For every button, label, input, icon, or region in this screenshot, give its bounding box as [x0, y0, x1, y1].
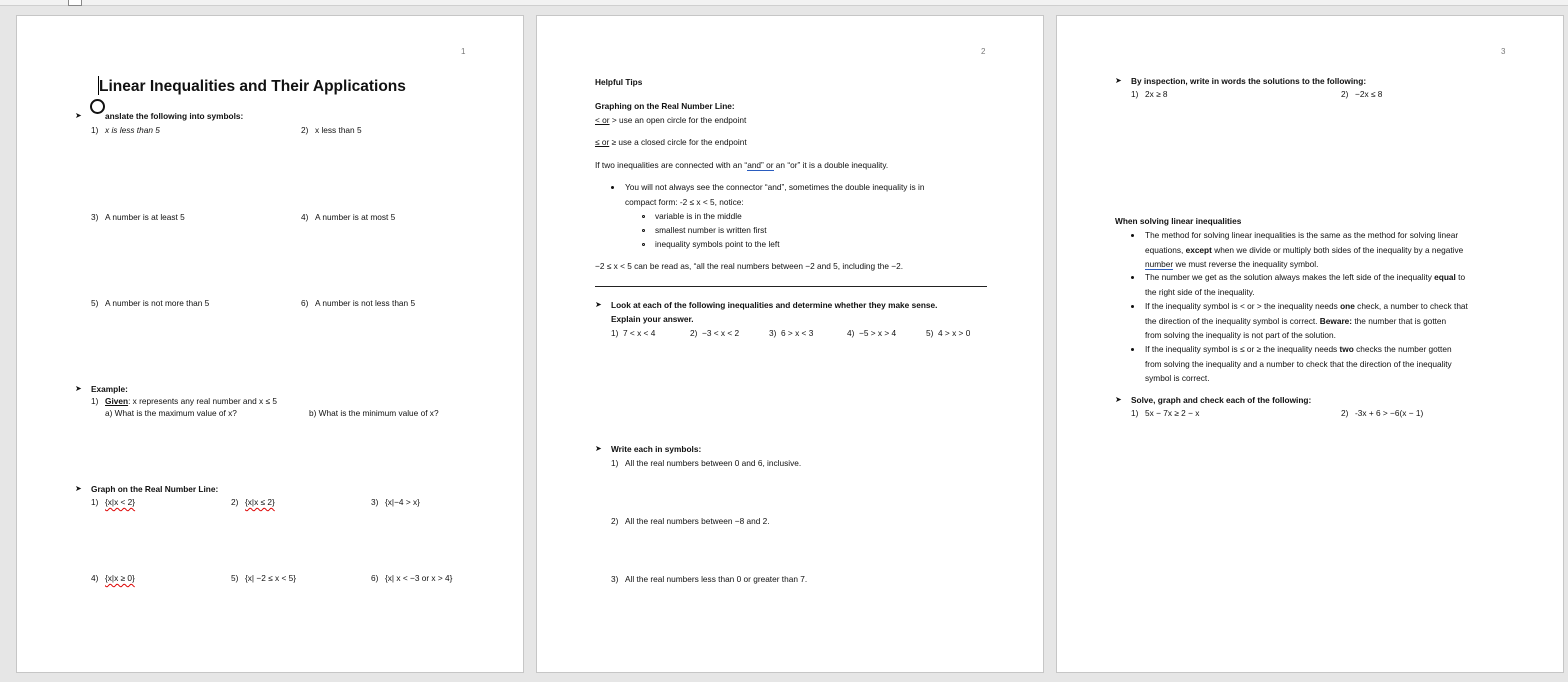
bullet-text: If the inequality symbol is < or > the inequality needs one check, a number to check that — [1145, 301, 1468, 311]
item-number: 1) — [1131, 89, 1139, 99]
bullet-text: from solving the inequality and a number to check that the direction of the inequality — [1145, 359, 1452, 369]
sub-bullet-text: variable is in the middle — [655, 211, 742, 221]
list-item: 2x ≥ 8 — [1145, 89, 1168, 99]
list-item: A number is at least 5 — [105, 212, 185, 222]
page-number: 1 — [461, 47, 466, 56]
tip-closed-circle: ≤ or ≥ use a closed circle for the endpoint — [595, 137, 747, 147]
list-item: {x| x < −3 or x > 4} — [385, 573, 453, 583]
sub-bullet-icon — [642, 229, 645, 232]
bullet-text: symbol is correct. — [1145, 373, 1210, 383]
section-heading: Explain your answer. — [611, 314, 694, 324]
item-number: 2) — [1341, 89, 1349, 99]
example-question-a: a) What is the maximum value of x? — [105, 408, 237, 418]
item-number: 2) — [611, 516, 619, 526]
arrow-bullet-icon: ➤ — [1115, 395, 1122, 404]
tip-double-inequality: If two inequalities are connected with an “and” or an “or” it is a double inequality. — [595, 160, 889, 170]
bullet-icon — [611, 186, 614, 189]
bullet-text: The method for solving linear inequalities is the same as the method for solving linear — [1145, 230, 1459, 240]
item-number: 1) — [1131, 408, 1139, 418]
section-heading: Look at each of the following inequalities and determine whether they make sense. — [611, 300, 938, 310]
tip-open-circle: < or > use an open circle for the endpoint — [595, 115, 747, 125]
item-number: 6) — [371, 573, 379, 583]
top-toolbar-strip — [0, 0, 1568, 6]
arrow-bullet-icon: ➤ — [595, 300, 602, 309]
bullet-icon — [1131, 305, 1134, 308]
list-item: 4) −5 > x > 4 — [847, 328, 897, 338]
item-number: 4) — [91, 573, 99, 583]
item-number: 5) — [231, 573, 239, 583]
bullet-icon — [1131, 348, 1134, 351]
arrow-bullet-icon: ➤ — [1115, 76, 1122, 85]
item-number: 3) — [611, 574, 619, 584]
section-heading: When solving linear inequalities — [1115, 216, 1242, 226]
item-number: 1) — [91, 497, 99, 507]
page-number: 3 — [1501, 47, 1506, 56]
item-number: 5) — [91, 298, 99, 308]
list-item: 3) 6 > x < 3 — [769, 328, 814, 338]
section-heading: Graphing on the Real Number Line: — [595, 101, 735, 111]
list-item: All the real numbers less than 0 or greater than 7. — [625, 574, 808, 584]
section-heading: Graph on the Real Number Line: — [91, 484, 219, 494]
toolbar-handle[interactable] — [68, 0, 82, 6]
bullet-text: compact form: -2 ≤ x < 5, notice: — [625, 197, 744, 207]
arrow-bullet-icon: ➤ — [75, 384, 82, 393]
document-page-2 — [536, 15, 1044, 673]
item-number: 2) — [301, 125, 309, 135]
sub-bullet-icon — [642, 215, 645, 218]
list-item: {x|x < 2} — [105, 497, 136, 507]
bullet-text: The number we get as the solution always makes the left side of the inequality equal to — [1145, 272, 1466, 282]
list-item: {x|x ≥ 0} — [105, 573, 135, 583]
section-heading: Solve, graph and check each of the following: — [1131, 395, 1312, 405]
bullet-text: the direction of the inequality symbol is correct. Beware: the number that is gotten — [1145, 316, 1447, 326]
item-number: 4) — [301, 212, 309, 222]
bullet-text: You will not always see the connector “and”, sometimes the double inequality is in — [625, 182, 925, 192]
list-item: 5x − 7x ≥ 2 − x — [1145, 408, 1200, 418]
list-item: A number is at most 5 — [315, 212, 396, 222]
read-as-text: −2 ≤ x < 5 can be read as, “all the real numbers between −2 and 5, including the −2. — [595, 261, 904, 271]
bullet-text: number we must reverse the inequality symbol. — [1145, 259, 1319, 269]
list-item: {x|−4 > x} — [385, 497, 420, 507]
bullet-text: from solving the inequality is not part of the solution. — [1145, 330, 1336, 340]
example-question-b: b) What is the minimum value of x? — [309, 408, 439, 418]
list-item: 1) 7 < x < 4 — [611, 328, 656, 338]
bullet-icon — [1131, 276, 1134, 279]
section-heading: anslate the following into symbols: — [105, 111, 244, 121]
list-item: A number is not more than 5 — [105, 298, 210, 308]
list-item: A number is not less than 5 — [315, 298, 416, 308]
list-item: x less than 5 — [315, 125, 362, 135]
item-number: 1) — [91, 125, 99, 135]
list-item: 5) 4 > x > 0 — [926, 328, 971, 338]
sub-bullet-text: inequality symbols point to the left — [655, 239, 780, 249]
list-item: x is less than 5 — [105, 125, 160, 135]
list-item: All the real numbers between 0 and 6, inclusive. — [625, 458, 802, 468]
section-heading: Example: — [91, 384, 128, 394]
sub-bullet-text: smallest number is written first — [655, 225, 767, 235]
arrow-bullet-icon: ➤ — [595, 444, 602, 453]
list-item: {x|x ≤ 2} — [245, 497, 275, 507]
list-item: {x| −2 ≤ x < 5} — [245, 573, 296, 583]
list-item: -3x + 6 > −6(x − 1) — [1355, 408, 1424, 418]
item-number: 2) — [231, 497, 239, 507]
list-item: −2x ≤ 8 — [1355, 89, 1383, 99]
bullet-icon — [1131, 234, 1134, 237]
item-number: 3) — [371, 497, 379, 507]
arrow-bullet-icon: ➤ — [75, 111, 82, 120]
document-title[interactable]: Linear Inequalities and Their Applications — [99, 78, 406, 95]
item-number: 2) — [1341, 408, 1349, 418]
horizontal-rule — [595, 286, 987, 287]
bullet-text: equations, except when we divide or multiply both sides of the inequality by a negative — [1145, 245, 1464, 255]
list-item: All the real numbers between −8 and 2. — [625, 516, 770, 526]
bullet-text: the right side of the inequality. — [1145, 287, 1255, 297]
arrow-bullet-icon: ➤ — [75, 484, 82, 493]
document-page-1 — [16, 15, 524, 673]
sub-bullet-icon — [642, 243, 645, 246]
cursor-ring-icon — [90, 99, 105, 114]
example-given: Given: x represents any real number and x ≤ 5 — [105, 396, 277, 406]
document-page-3 — [1056, 15, 1564, 673]
section-heading: Helpful Tips — [595, 77, 643, 87]
item-number: 1) — [611, 458, 619, 468]
page-number: 2 — [981, 47, 986, 56]
item-number: 1) — [91, 396, 99, 406]
item-number: 3) — [91, 212, 99, 222]
bullet-text: If the inequality symbol is ≤ or ≥ the inequality needs two checks the number gotten — [1145, 344, 1452, 354]
section-heading: Write each in symbols: — [611, 444, 702, 454]
section-heading: By inspection, write in words the solutions to the following: — [1131, 76, 1367, 86]
item-number: 6) — [301, 298, 309, 308]
list-item: 2) −3 < x < 2 — [690, 328, 740, 338]
